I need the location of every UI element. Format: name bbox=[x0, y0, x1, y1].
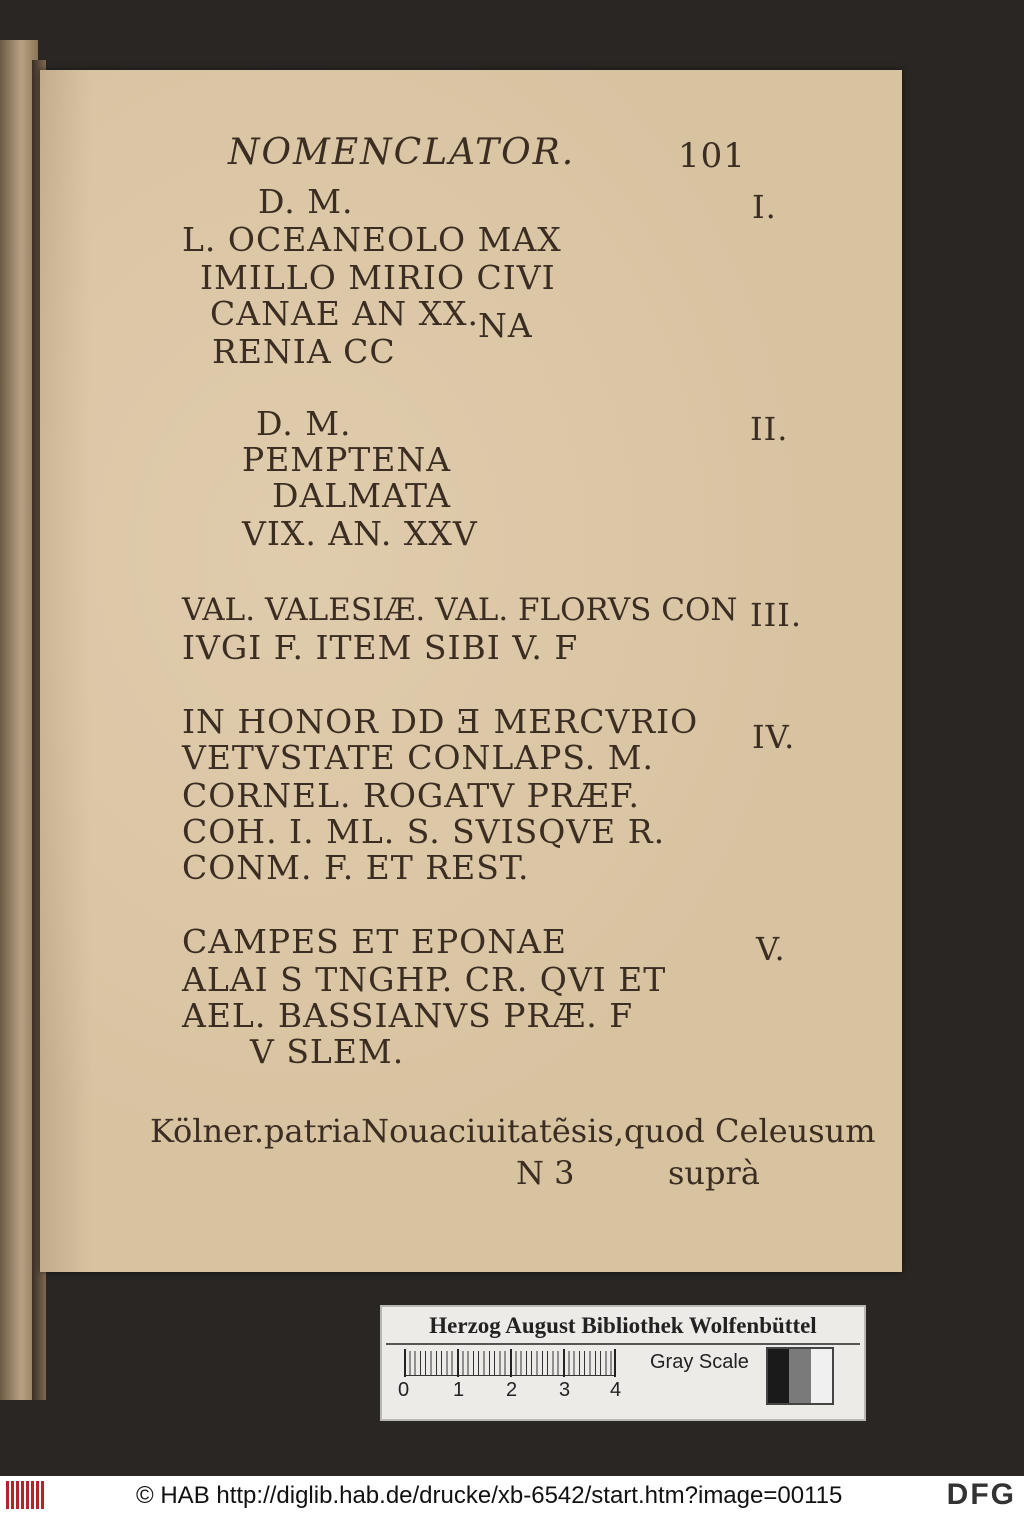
inscription-line: VIX. AN. XXV bbox=[242, 514, 478, 553]
gray-scale-caption: Gray Scale bbox=[650, 1351, 749, 1373]
label-divider bbox=[386, 1343, 860, 1345]
inscription-line: ALAI S TNGHP. CR. QVI ET bbox=[182, 960, 667, 999]
inscription-line: COH. I. ML. S. SVISQVE R. bbox=[182, 812, 666, 851]
inscription-line: CANAE AN XX. bbox=[210, 294, 480, 333]
inscription-line: DALMATA bbox=[272, 476, 452, 515]
inscription-line: D. M. bbox=[258, 182, 354, 221]
ruler-major-tick bbox=[510, 1349, 512, 1377]
copyright-url[interactable]: © HAB http://diglib.hab.de/drucke/xb-6542/start.htm?image=00115 bbox=[136, 1482, 843, 1509]
catchword: suprà bbox=[668, 1154, 760, 1192]
scale-number: 4 bbox=[610, 1379, 622, 1401]
library-scale-label bbox=[380, 1305, 866, 1421]
inscription-numeral-1: I. bbox=[752, 188, 777, 226]
dfg-logo: DFG bbox=[946, 1478, 1016, 1511]
inscription-numeral-2: II. bbox=[750, 410, 789, 448]
ruler-major-tick bbox=[563, 1349, 565, 1377]
scale-number: 1 bbox=[453, 1379, 465, 1401]
gray-swatch bbox=[789, 1349, 810, 1403]
scale-number: 2 bbox=[506, 1379, 518, 1401]
inscription-line: RENIA CC bbox=[212, 332, 396, 371]
ruler-major-tick bbox=[404, 1349, 406, 1377]
white-swatch bbox=[811, 1349, 832, 1403]
scale-number: 0 bbox=[398, 1379, 410, 1401]
black-swatch bbox=[768, 1349, 789, 1403]
footer-bar bbox=[0, 1476, 1024, 1514]
measurement-ruler bbox=[404, 1351, 616, 1376]
inscription-line: IMILLO MIRIO CIVI bbox=[200, 258, 556, 297]
inscription-line: AEL. BASSIANVS PRÆ. F bbox=[182, 996, 634, 1035]
scale-number: 3 bbox=[559, 1379, 571, 1401]
library-name: Herzog August Bibliothek Wolfenbüttel bbox=[429, 1313, 817, 1338]
page-number: 101 bbox=[678, 136, 746, 176]
running-header: NOMENCLATOR. bbox=[228, 132, 576, 173]
hab-barcode-logo-icon bbox=[6, 1481, 46, 1509]
book-page bbox=[40, 70, 902, 1272]
inscription-numeral-5: V. bbox=[756, 930, 786, 968]
inscription-line: CORNEL. ROGATV PRÆF. bbox=[182, 776, 640, 815]
closing-line: Kölner.patriaNouaciuitatẽsis,quod Celeusum bbox=[150, 1112, 876, 1150]
inscription-numeral-4: IV. bbox=[752, 718, 796, 756]
inscription-line: VAL. VALESIÆ. VAL. FLORVS CON bbox=[182, 592, 738, 628]
ruler-major-tick bbox=[457, 1349, 459, 1377]
inscription-line: D. M. bbox=[256, 404, 352, 443]
inscription-line: CONM. F. ET REST. bbox=[182, 848, 530, 887]
inscription-line: NA bbox=[478, 306, 533, 345]
inscription-line: PEMPTENA bbox=[242, 440, 452, 479]
inscription-line: CAMPES ET EPONAE bbox=[182, 922, 567, 961]
inscription-line: L. OCEANEOLO MAX bbox=[182, 220, 562, 259]
inscription-line: IVGI F. ITEM SIBI V. F bbox=[182, 628, 579, 667]
inscription-line: V SLEM. bbox=[250, 1032, 405, 1071]
inscription-line: IN HONOR DD Ǝ MERCVRIO bbox=[182, 702, 699, 741]
ruler-major-tick bbox=[614, 1349, 616, 1377]
signature-mark: N 3 bbox=[516, 1154, 575, 1192]
inscription-line: VETVSTATE CONLAPS. M. bbox=[182, 738, 655, 777]
gray-swatches bbox=[766, 1347, 834, 1405]
inscription-numeral-3: III. bbox=[750, 596, 803, 634]
